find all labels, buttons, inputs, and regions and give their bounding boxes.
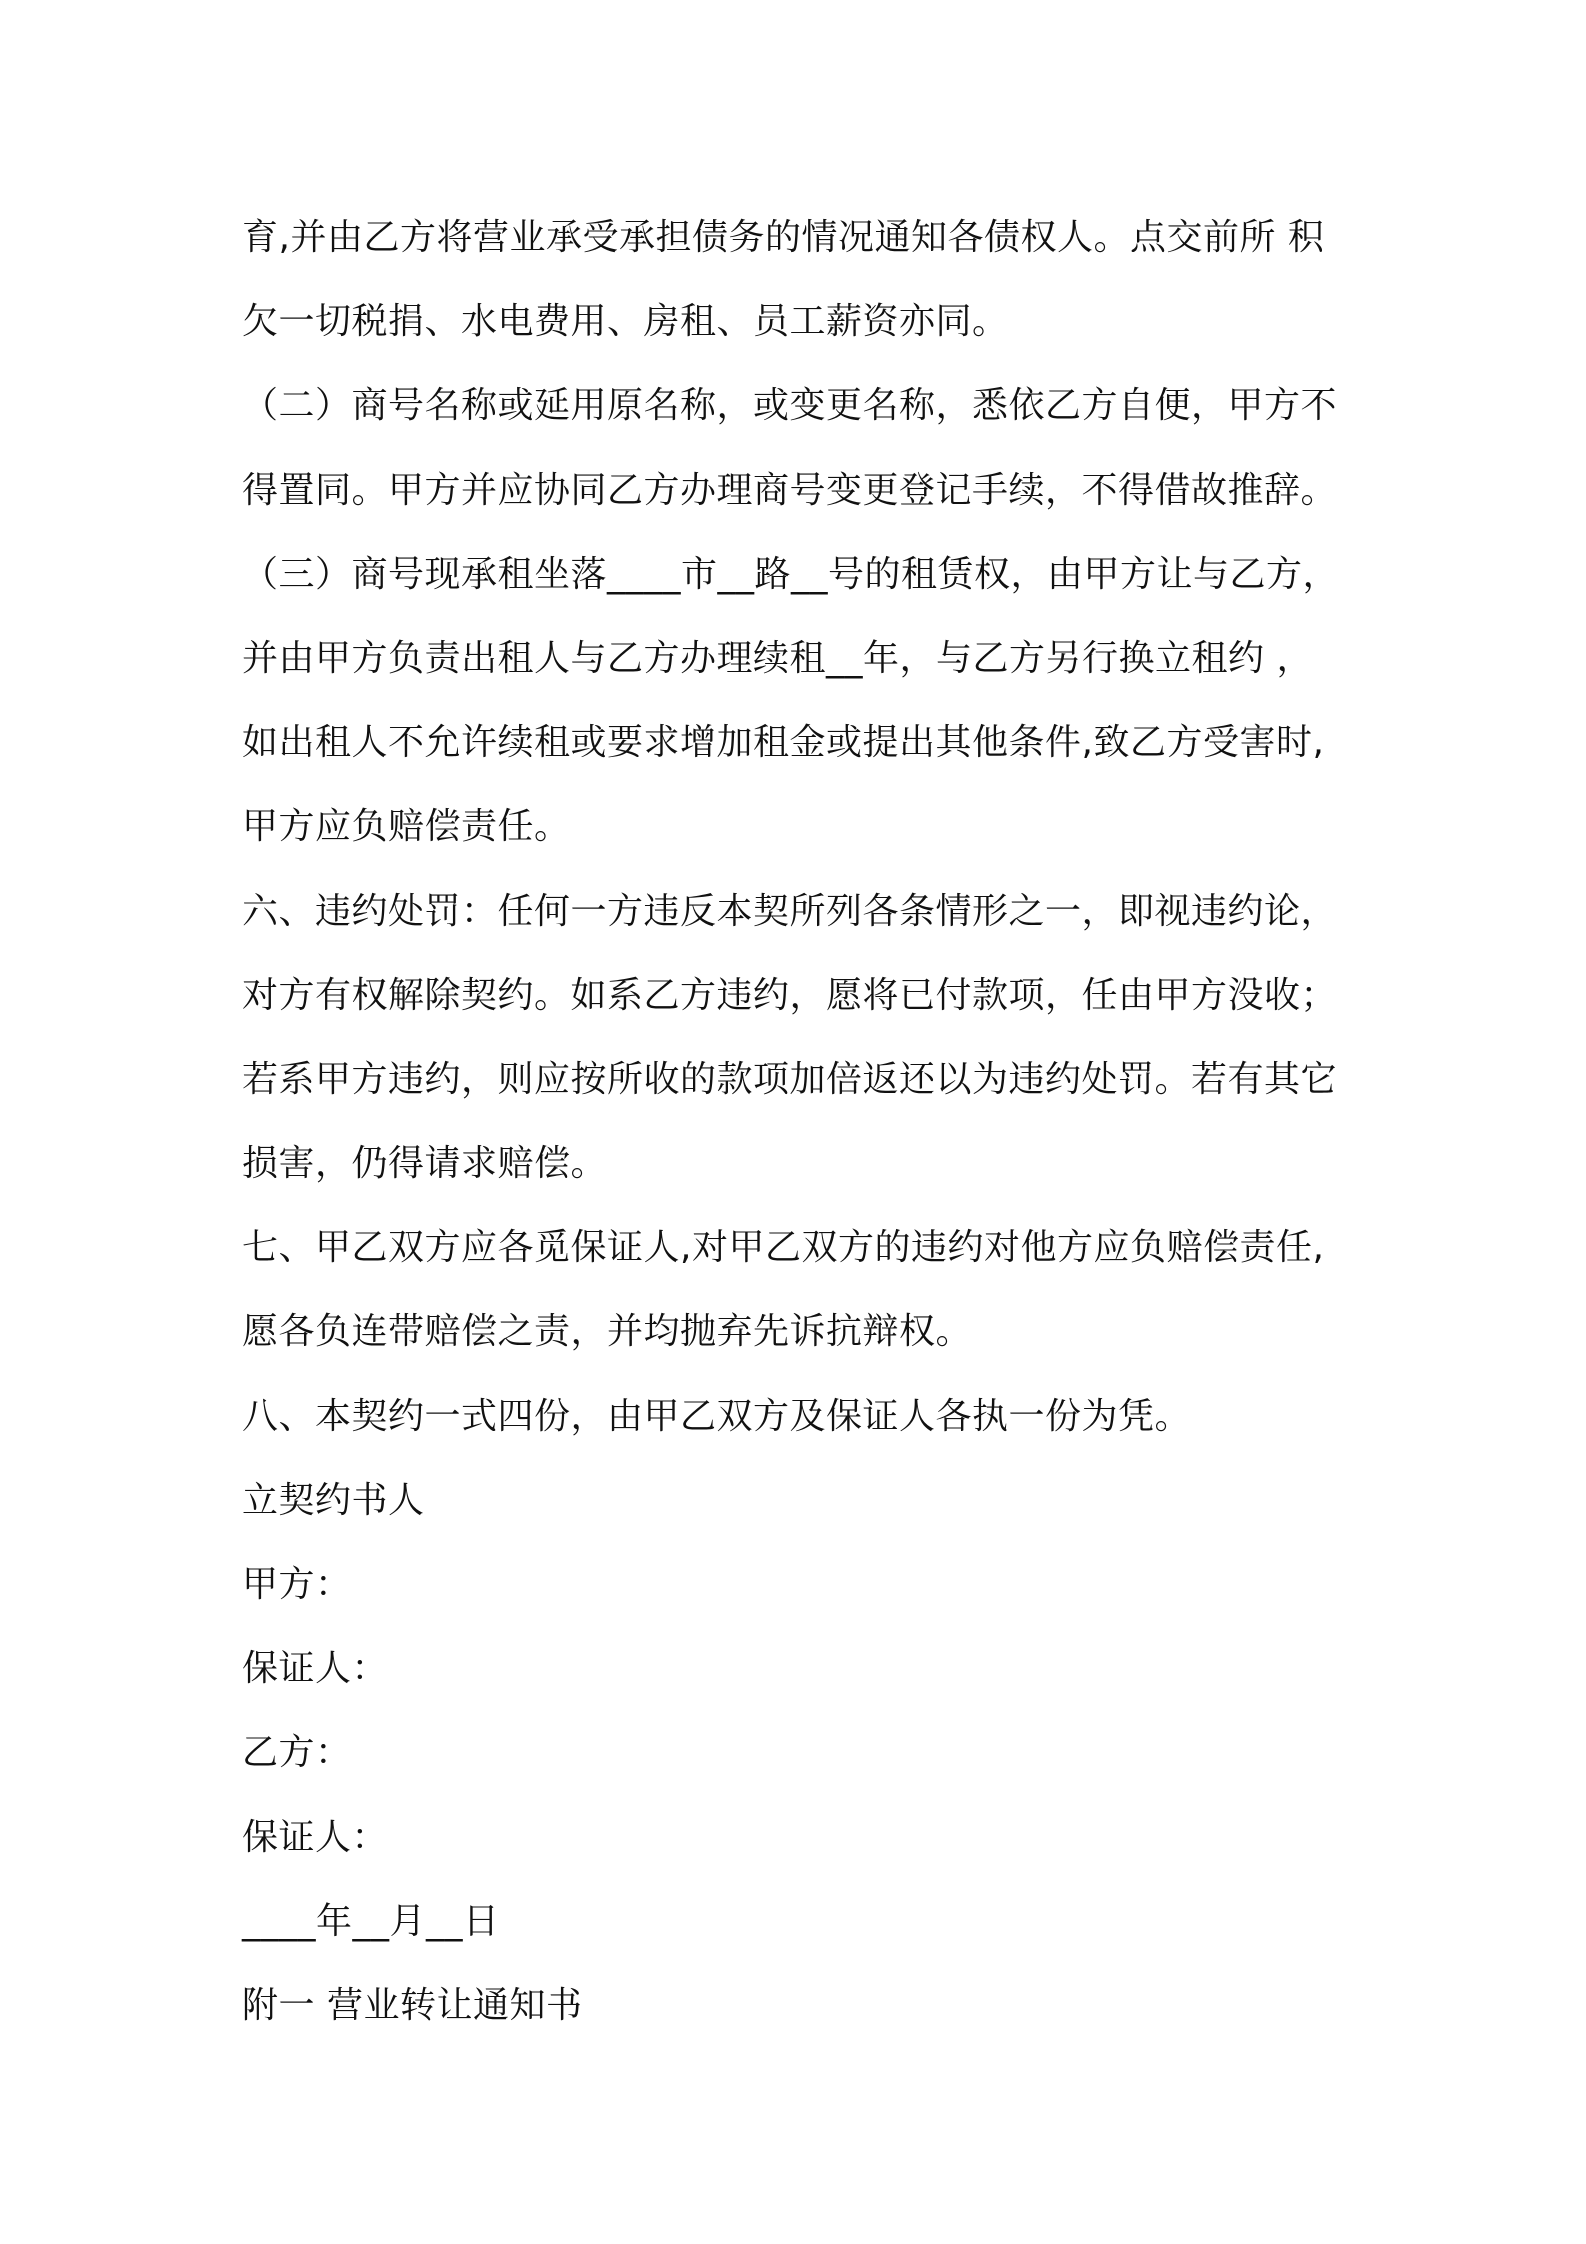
clause-six-line-4: 损害，仍得请求赔偿。: [242, 1143, 608, 1185]
guarantor-b-label: 保证人：: [242, 1816, 389, 1858]
sub-clause-three-line-4: 甲方应负赔偿责任。: [242, 806, 571, 848]
clause-seven-line-2: 愿各负连带赔偿之责，并均抛弃先诉抗辩权。: [242, 1311, 973, 1353]
clause-six-line-3: 若系甲方违约，则应按所收的款项加倍返还以为违约处罚。若有其它: [242, 1058, 1338, 1100]
clause-six-line-2: 对方有权解除契约。如系乙方违约，愿将已付款项，任由甲方没收；: [242, 974, 1338, 1016]
appendix-title: 附一 营业转让通知书: [242, 1984, 583, 2026]
date-line: ____年__月__日: [242, 1900, 500, 1942]
clause-five-continued-line-2: 欠一切税捐、水电费用、房租、员工薪资亦同。: [242, 301, 1009, 343]
signatories-heading: 立契约书人: [242, 1479, 425, 1521]
clause-five-continued-line-1: 育,并由乙方将营业承受承担债务的情况通知各债权人。点交前所 积: [242, 217, 1325, 258]
sub-clause-three-line-1: （三）商号现承租坐落____市__路__号的租赁权，由甲方让与乙方，: [242, 553, 1340, 595]
sub-clause-three-line-3: 如出租人不允许续租或要求增加租金或提出其他条件,致乙方受害时,: [242, 722, 1325, 764]
clause-seven-line-1: 七、甲乙双方应各觅保证人,对甲乙双方的违约对他方应负赔偿责任,: [242, 1227, 1325, 1269]
guarantor-a-label: 保证人：: [242, 1648, 389, 1690]
clause-six-line-1: 六、违约处罚：任何一方违反本契所列各条情形之一，即视违约论，: [242, 890, 1338, 932]
sub-clause-two-line-2: 得置同。甲方并应协同乙方办理商号变更登记手续，不得借故推辞。: [242, 469, 1338, 511]
sub-clause-two-line-1: （二）商号名称或延用原名称，或变更名称，悉依乙方自便，甲方不: [242, 385, 1338, 427]
document-body: [242, 196, 1382, 2048]
party-b-label: 乙方：: [242, 1732, 352, 1774]
sub-clause-three-line-2: 并由甲方负责出租人与乙方办理续租__年，与乙方另行换立租约 ，: [242, 637, 1313, 679]
clause-eight: 八、本契约一式四份，由甲乙双方及保证人各执一份为凭。: [242, 1395, 1192, 1437]
party-a-label: 甲方：: [242, 1564, 352, 1605]
